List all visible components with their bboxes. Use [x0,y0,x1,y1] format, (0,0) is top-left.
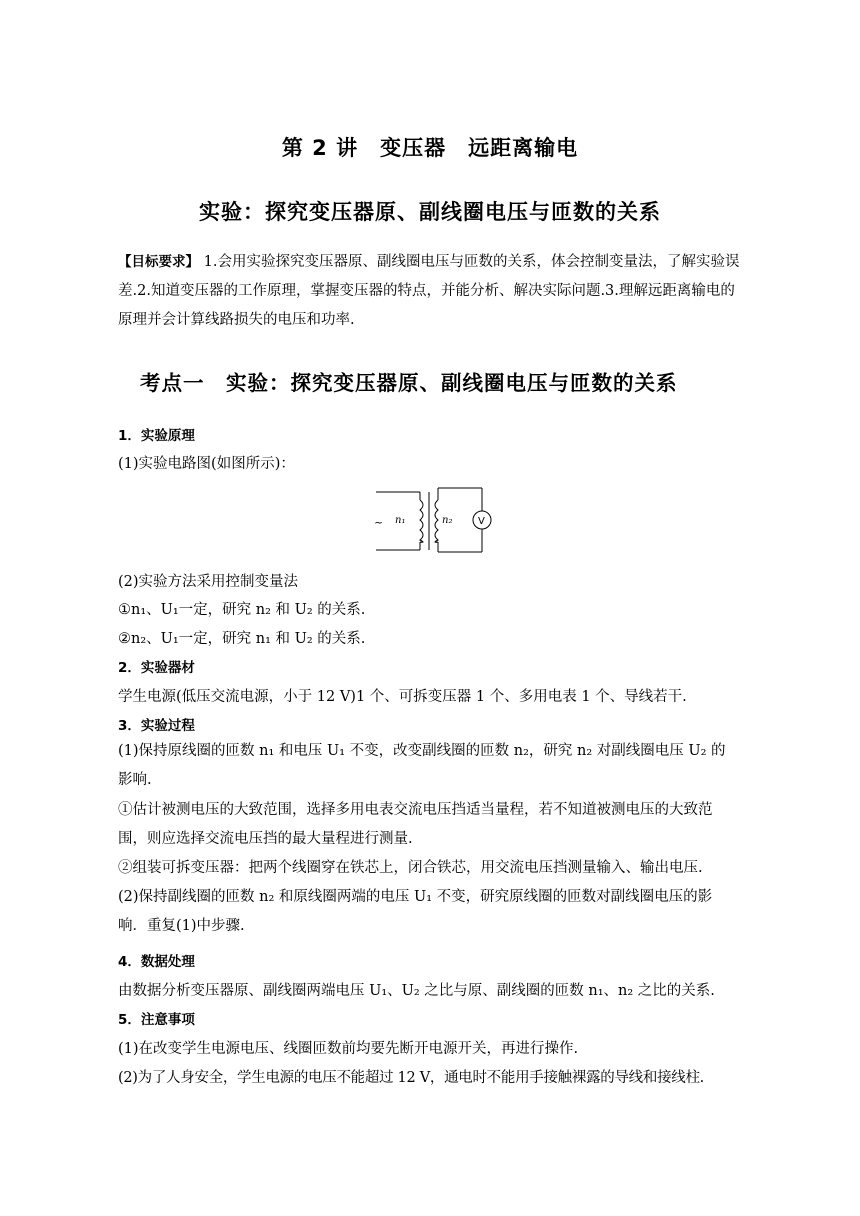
note-2: (2)为了人身安全，学生电源的电压不能超过 12 V，通电时不能用手接触裸露的导线和接线柱. [118,1070,704,1086]
principle-case-2: ②n₂、U₁一定，研究 n₁ 和 U₂ 的关系. [118,631,366,647]
process-heading: 3．实验过程 [118,718,195,734]
secondary-coil [435,500,438,542]
process-substep-1: ①估计被测电压的大致范围，选择多用电表交流电压挡适当量程，若不知道被测电压的大致范围，则应选择交流电压挡的最大量程进行测量. [118,802,713,847]
note-1: (1)在改变学生电源电压、线圈匝数前均要先断开电源开关，再进行操作. [118,1041,579,1057]
goal-text: 1.会用实验探究变压器原、副线圈电压与匝数的关系，体会控制变量法，了解实验误差.2.知道变压器的工作原理，掌握变压器的特点，并能分析、解决实际问题.3.理解远距离输电的原理并会计算线路损失的电压和功率. [118,254,740,328]
process-step-1: (1)保持原线圈的匝数 n₁ 和电压 U₁ 不变，改变副线圈的匝数 n₂，研究 n₂ 对副线圈电压 U₂ 的影响. [118,743,726,788]
equipment-text: 学生电源(低压交流电源，小于 12 V)1 个、可拆变压器 1 个、多用电表 1 个、导线若干. [118,689,687,705]
equipment-heading: 2．实验器材 [118,660,195,676]
principle-item-circuit: (1)实验电路图(如图所示)： [118,456,295,472]
goal-paragraph [118,248,740,335]
source-symbol: ~ [374,516,384,529]
data-processing-text: 由数据分析变压器原、副线圈两端电压 U₁、U₂ 之比与原、副线圈的匝数 n₁、n₂ 之比的关系. [118,983,715,999]
process-step-2: (2)保持副线圈的匝数 n₂ 和原线圈两端的电压 U₁ 不变，研究原线圈的匝数对副线圈电压的影响．重复(1)中步骤. [118,889,713,934]
notes-heading: 5．注意事项 [118,1012,195,1028]
process-substep-2: ②组装可拆变压器：把两个线圈穿在铁芯上，闭合铁芯，用交流电压挡测量输入、输出电压. [118,860,703,876]
data-processing-heading: 4．数据处理 [118,954,195,970]
lecture-title: 第 2 讲 变压器 远距离输电 [281,136,579,160]
secondary-label: n₂ [442,515,453,526]
transformer-circuit-diagram [368,482,494,558]
meter-label: V [478,516,485,527]
section-title: 考点一 实验：探究变压器原、副线圈电压与匝数的关系 [140,371,678,395]
experiment-title: 实验：探究变压器原、副线圈电压与匝数的关系 [199,200,661,224]
principle-method: (2)实验方法采用控制变量法 [118,574,299,590]
primary-label: n₁ [395,515,406,526]
principle-case-1: ①n₁、U₁一定，研究 n₂ 和 U₂ 的关系. [118,602,366,618]
primary-coil [420,500,423,542]
goal-tag: 【目标要求】 [118,254,199,270]
principle-heading: 1．实验原理 [118,428,195,444]
